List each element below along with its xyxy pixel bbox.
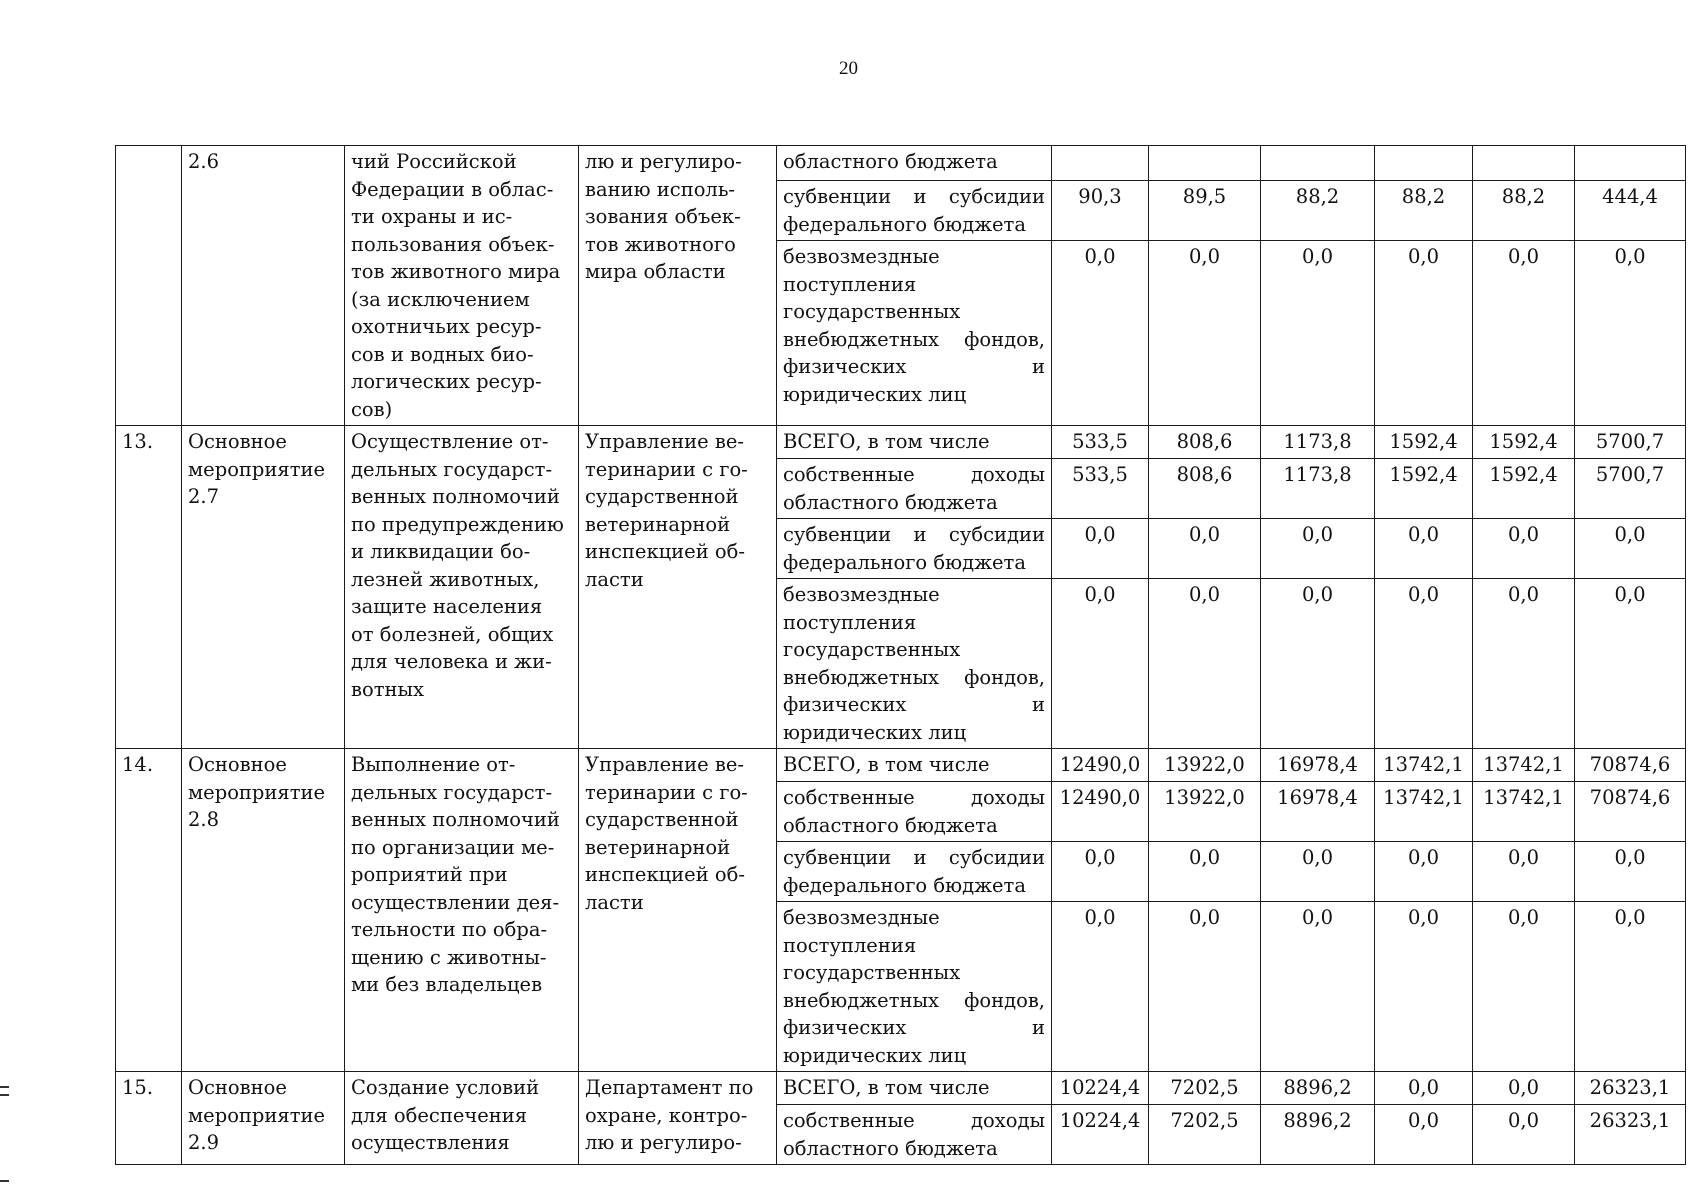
value-cell: 12490,0 bbox=[1052, 749, 1149, 782]
funding-source-gratuitous: безвозмездные поступления государственных внебюджетных фондов, физических и юридических лиц bbox=[777, 902, 1052, 1072]
row-number-cell bbox=[116, 146, 182, 426]
value-cell: 13742,1 bbox=[1375, 749, 1473, 782]
value-cell: 1592,4 bbox=[1473, 426, 1575, 459]
scan-margin-mark bbox=[0, 1180, 9, 1182]
value-cell bbox=[1052, 146, 1149, 181]
value-cell: 1592,4 bbox=[1473, 459, 1575, 519]
table-row bbox=[116, 146, 1686, 181]
value-cell: 10224,4 bbox=[1052, 1105, 1149, 1165]
value-cell: 0,0 bbox=[1575, 579, 1686, 749]
value-cell: 0,0 bbox=[1261, 842, 1375, 902]
value-cell: 0,0 bbox=[1052, 842, 1149, 902]
funding-source-regional: областного бюджета bbox=[777, 146, 1052, 181]
value-cell: 0,0 bbox=[1052, 241, 1149, 426]
funding-source-regional: собственные доходы областного бюджета bbox=[777, 1105, 1052, 1165]
value-cell: 13922,0 bbox=[1149, 782, 1261, 842]
scan-margin-mark bbox=[0, 1094, 9, 1096]
value-cell: 0,0 bbox=[1473, 241, 1575, 426]
value-cell: 0,0 bbox=[1052, 902, 1149, 1072]
funding-source-gratuitous: безвозмездные поступления государственных внебюджетных фондов, физических и юридических лиц bbox=[777, 241, 1052, 426]
value-cell: 1173,8 bbox=[1261, 426, 1375, 459]
funding-source-federal: субвенции и субсидии федерального бюджета bbox=[777, 842, 1052, 902]
value-cell: 13742,1 bbox=[1473, 782, 1575, 842]
value-cell: 0,0 bbox=[1375, 519, 1473, 579]
value-cell: 8896,2 bbox=[1261, 1072, 1375, 1105]
value-cell: 88,2 bbox=[1261, 181, 1375, 241]
value-cell: 7202,5 bbox=[1149, 1072, 1261, 1105]
value-cell: 0,0 bbox=[1473, 1072, 1575, 1105]
value-cell: 0,0 bbox=[1575, 241, 1686, 426]
value-cell: 0,0 bbox=[1473, 842, 1575, 902]
activity-code: Основное мероприятие 2.8 bbox=[182, 749, 345, 1072]
value-cell: 808,6 bbox=[1149, 426, 1261, 459]
value-cell: 13922,0 bbox=[1149, 749, 1261, 782]
value-cell: 0,0 bbox=[1473, 579, 1575, 749]
activity-code: 2.6 bbox=[182, 146, 345, 426]
value-cell: 0,0 bbox=[1261, 902, 1375, 1072]
value-cell: 16978,4 bbox=[1261, 782, 1375, 842]
value-cell: 88,2 bbox=[1375, 181, 1473, 241]
value-cell: 5700,7 bbox=[1575, 459, 1686, 519]
value-cell: 0,0 bbox=[1375, 241, 1473, 426]
funding-source-regional: собственные доходы областного бюджета bbox=[777, 459, 1052, 519]
executor: Управление ве- теринарии с го- сударственной ветеринарной инспекцией об- ласти bbox=[579, 426, 777, 749]
scan-margin-mark bbox=[0, 1086, 9, 1088]
value-cell: 0,0 bbox=[1575, 842, 1686, 902]
value-cell: 70874,6 bbox=[1575, 782, 1686, 842]
value-cell: 0,0 bbox=[1052, 579, 1149, 749]
value-cell: 13742,1 bbox=[1473, 749, 1575, 782]
value-cell: 0,0 bbox=[1149, 902, 1261, 1072]
value-cell: 0,0 bbox=[1149, 241, 1261, 426]
value-cell: 26323,1 bbox=[1575, 1072, 1686, 1105]
value-cell bbox=[1375, 146, 1473, 181]
value-cell bbox=[1473, 146, 1575, 181]
funding-source-federal: субвенции и субсидии федерального бюджета bbox=[777, 519, 1052, 579]
funding-source-federal: субвенции и субсидии федерального бюджета bbox=[777, 181, 1052, 241]
value-cell: 70874,6 bbox=[1575, 749, 1686, 782]
row-number: 13. bbox=[116, 426, 182, 749]
table-row bbox=[116, 749, 1686, 782]
activity-name: чий Российской Федерации в облас- ти охраны и ис- пользования объек- тов животного мира (за исключением охотничьих ресур- сов и водных био- логических ресур- сов) bbox=[345, 146, 579, 426]
value-cell: 0,0 bbox=[1473, 1105, 1575, 1165]
value-cell: 13742,1 bbox=[1375, 782, 1473, 842]
row-number: 15. bbox=[116, 1072, 182, 1165]
value-cell: 88,2 bbox=[1473, 181, 1575, 241]
value-cell: 0,0 bbox=[1261, 241, 1375, 426]
executor: лю и регулиро- ванию исполь- зования объек- тов животного мира области bbox=[579, 146, 777, 426]
table-row bbox=[116, 426, 1686, 459]
value-cell: 5700,7 bbox=[1575, 426, 1686, 459]
value-cell: 1592,4 bbox=[1375, 426, 1473, 459]
page-number: 20 bbox=[839, 58, 858, 79]
activity-code: Основное мероприятие 2.7 bbox=[182, 426, 345, 749]
value-cell: 0,0 bbox=[1149, 519, 1261, 579]
activity-code: Основное мероприятие 2.9 bbox=[182, 1072, 345, 1165]
value-cell: 0,0 bbox=[1149, 842, 1261, 902]
budget-table bbox=[115, 145, 1686, 1165]
value-cell: 1592,4 bbox=[1375, 459, 1473, 519]
value-cell: 10224,4 bbox=[1052, 1072, 1149, 1105]
value-cell: 0,0 bbox=[1375, 842, 1473, 902]
activity-name: Создание условий для обеспечения осуществления bbox=[345, 1072, 579, 1165]
value-cell: 1173,8 bbox=[1261, 459, 1375, 519]
value-cell bbox=[1261, 146, 1375, 181]
funding-source-regional: собственные доходы областного бюджета bbox=[777, 782, 1052, 842]
value-cell: 444,4 bbox=[1575, 181, 1686, 241]
funding-source-total: ВСЕГО, в том числе bbox=[777, 1072, 1052, 1105]
value-cell: 7202,5 bbox=[1149, 1105, 1261, 1165]
value-cell: 808,6 bbox=[1149, 459, 1261, 519]
value-cell: 0,0 bbox=[1575, 519, 1686, 579]
value-cell: 0,0 bbox=[1261, 519, 1375, 579]
value-cell bbox=[1575, 146, 1686, 181]
funding-source-gratuitous: безвозмездные поступления государственных внебюджетных фондов, физических и юридических лиц bbox=[777, 579, 1052, 749]
value-cell: 0,0 bbox=[1149, 579, 1261, 749]
value-cell: 16978,4 bbox=[1261, 749, 1375, 782]
executor: Управление ве- теринарии с го- сударственной ветеринарной инспекцией об- ласти bbox=[579, 749, 777, 1072]
value-cell: 0,0 bbox=[1473, 902, 1575, 1072]
value-cell: 533,5 bbox=[1052, 426, 1149, 459]
value-cell: 0,0 bbox=[1375, 1072, 1473, 1105]
value-cell: 90,3 bbox=[1052, 181, 1149, 241]
table-row bbox=[116, 1072, 1686, 1105]
value-cell: 26323,1 bbox=[1575, 1105, 1686, 1165]
value-cell: 0,0 bbox=[1375, 1105, 1473, 1165]
row-number: 14. bbox=[116, 749, 182, 1072]
value-cell: 533,5 bbox=[1052, 459, 1149, 519]
funding-source-total: ВСЕГО, в том числе bbox=[777, 426, 1052, 459]
value-cell: 0,0 bbox=[1575, 902, 1686, 1072]
value-cell: 0,0 bbox=[1375, 579, 1473, 749]
value-cell: 0,0 bbox=[1375, 902, 1473, 1072]
value-cell: 8896,2 bbox=[1261, 1105, 1375, 1165]
value-cell: 0,0 bbox=[1052, 519, 1149, 579]
activity-name: Осуществление от- дельных государст- венных полномочий по предупреждению и ликвидации бо- лезней животных, защите населения от болезней, общих для человека и жи- вотных bbox=[345, 426, 579, 749]
activity-name: Выполнение от- дельных государст- венных полномочий по организации ме- роприятий при осуществлении дея- тельности по обра- щению с животны- ми без владельцев bbox=[345, 749, 579, 1072]
value-cell: 0,0 bbox=[1473, 519, 1575, 579]
value-cell: 0,0 bbox=[1261, 579, 1375, 749]
value-cell bbox=[1149, 146, 1261, 181]
value-cell: 12490,0 bbox=[1052, 782, 1149, 842]
executor: Департамент по охране, контро- лю и регулиро- bbox=[579, 1072, 777, 1165]
funding-source-total: ВСЕГО, в том числе bbox=[777, 749, 1052, 782]
value-cell: 89,5 bbox=[1149, 181, 1261, 241]
